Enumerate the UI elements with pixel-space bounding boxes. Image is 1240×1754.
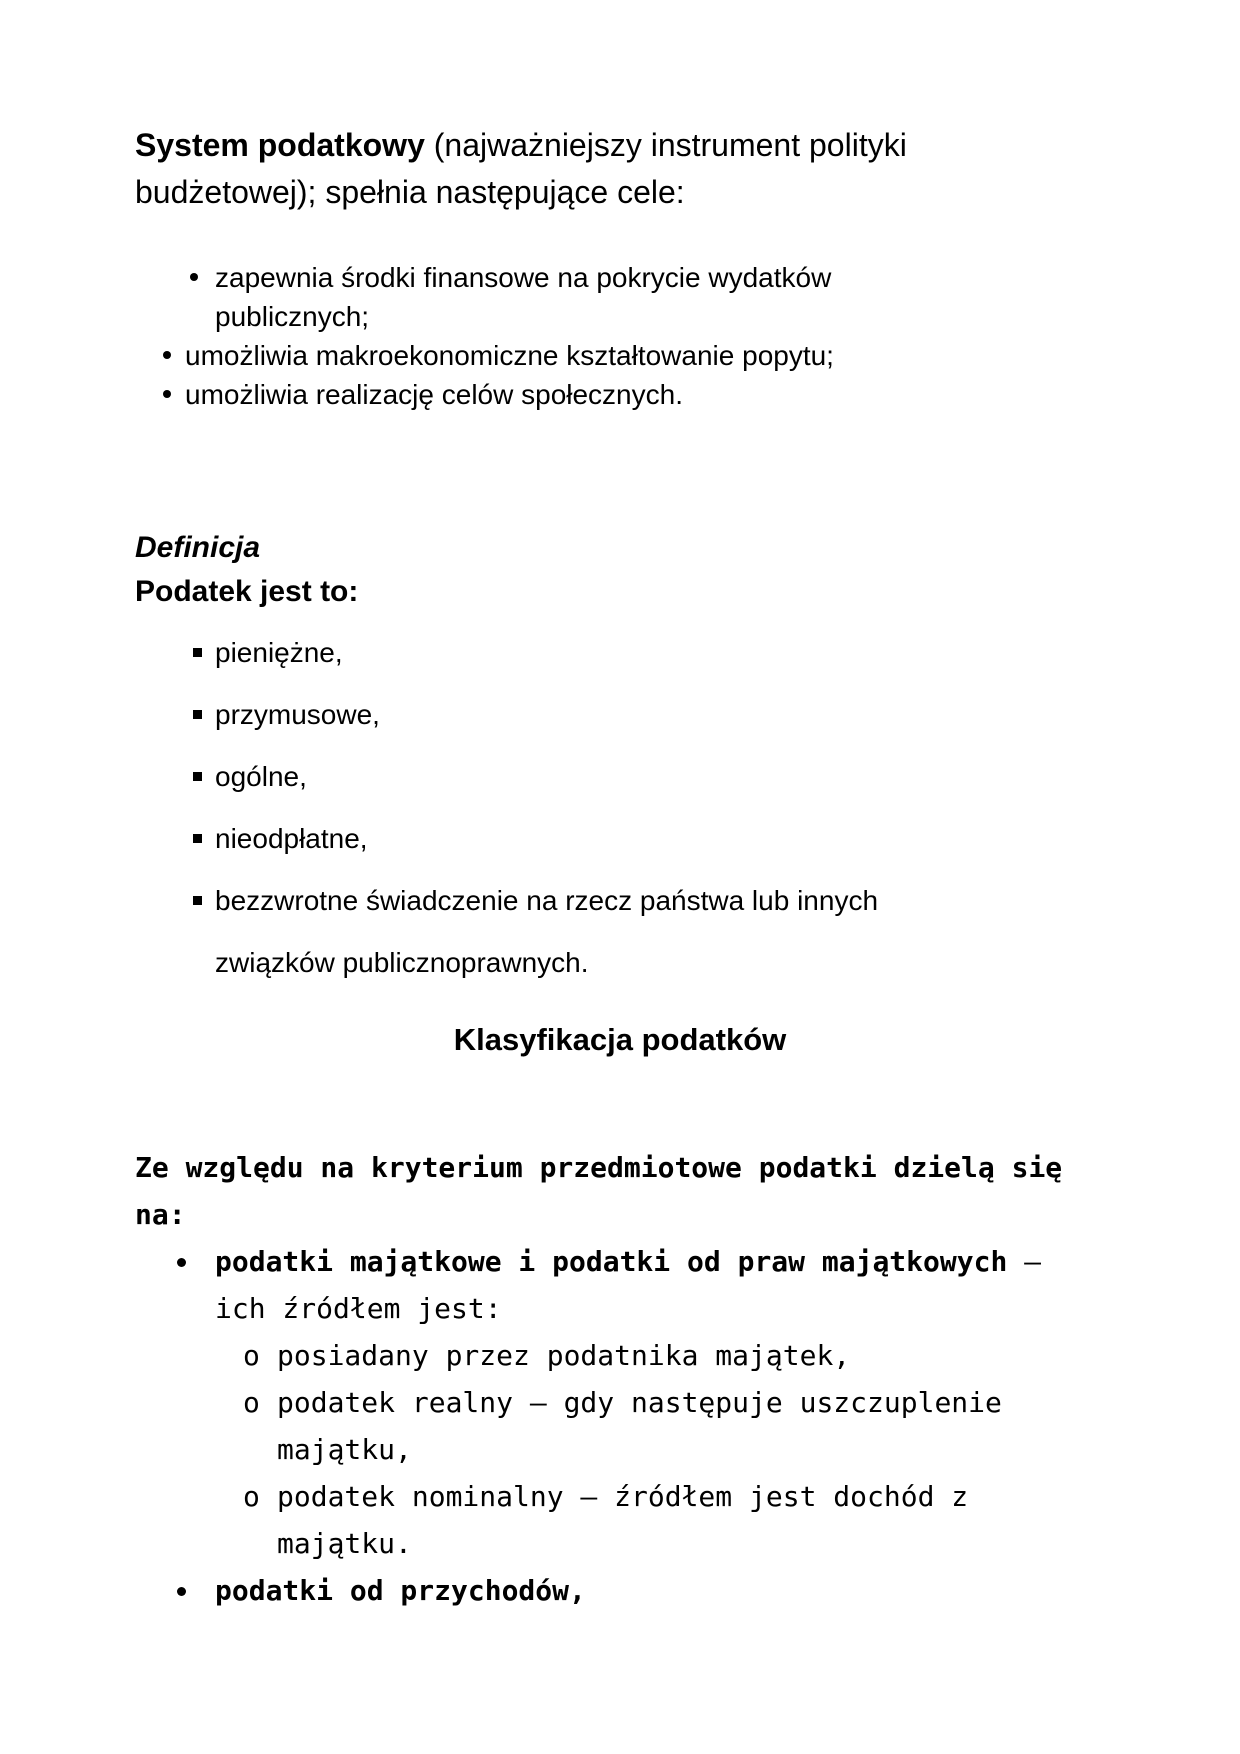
list-item	[135, 622, 955, 684]
list-item-text: nieodpłatne,	[215, 823, 368, 854]
circle-marker-icon: o	[243, 1339, 260, 1372]
sub-list-item-text: posiadany przez podatnika majątek,	[277, 1339, 851, 1372]
classification-list	[135, 1238, 1240, 1614]
classification-intro: Ze względu na kryterium przedmiotowe podatki dzielą się na:	[135, 1151, 1063, 1231]
circle-marker-icon: o	[243, 1480, 260, 1513]
page-title-rest: (najważniejszy instrument polityki budżetowej); spełnia następujące cele:	[135, 127, 907, 210]
bullet-icon	[163, 351, 171, 359]
list-item-text-bold: podatki majątkowe i podatki od praw majątkowych	[215, 1245, 1008, 1278]
list-item-text: umożliwia makroekonomiczne kształtowanie popytu;	[185, 340, 834, 371]
sub-list-item	[215, 1332, 1075, 1379]
bullet-icon	[177, 1258, 186, 1267]
list-item	[135, 1238, 1075, 1567]
definition-heading-block	[135, 526, 1240, 614]
list-item-text: ogólne,	[215, 761, 307, 792]
list-item	[135, 746, 955, 808]
list-item-text: – ich źródłem jest:	[215, 1245, 1042, 1325]
list-item	[135, 808, 955, 870]
list-item	[135, 1567, 1075, 1614]
goals-list	[135, 258, 1240, 414]
list-item	[135, 870, 955, 994]
list-item-text: umożliwia realizację celów społecznych.	[185, 379, 683, 410]
square-bullet-icon	[193, 710, 202, 719]
classification-sublist	[215, 1332, 1075, 1567]
list-item-text: zapewnia środki finansowe na pokrycie wydatków publicznych;	[215, 262, 832, 332]
square-bullet-icon	[193, 772, 202, 781]
bullet-icon	[163, 390, 171, 398]
definition-lead: Podatek jest to:	[135, 575, 359, 608]
list-item-text: bezzwrotne świadczenie na rzecz państwa lub innych związków publicznoprawnych.	[215, 885, 879, 978]
square-bullet-icon	[193, 896, 202, 905]
classification-heading: Klasyfikacja podatków	[453, 1022, 787, 1057]
definition-heading: Definicja	[135, 531, 261, 564]
page-title-bold: System podatkowy	[135, 127, 425, 163]
sub-list-item-text: podatek nominalny – źródłem jest dochód z majątku.	[277, 1480, 969, 1560]
bullet-icon	[177, 1587, 186, 1596]
sub-list-item-text: podatek realny – gdy następuje uszczuplenie majątku,	[277, 1386, 1002, 1466]
list-item-text: pieniężne,	[215, 637, 343, 668]
list-item	[135, 336, 925, 375]
bullet-icon	[190, 273, 198, 281]
sub-list-item	[215, 1473, 1075, 1567]
list-item	[135, 375, 925, 414]
square-bullet-icon	[193, 834, 202, 843]
sub-list-item	[215, 1379, 1075, 1473]
definition-list	[135, 622, 1240, 994]
list-item-text-bold: podatki od przychodów,	[215, 1574, 586, 1607]
page-title	[135, 122, 935, 216]
circle-marker-icon: o	[243, 1386, 260, 1419]
list-item	[135, 684, 955, 746]
list-item	[135, 258, 895, 336]
list-item-text: przymusowe,	[215, 699, 380, 730]
square-bullet-icon	[193, 648, 202, 657]
